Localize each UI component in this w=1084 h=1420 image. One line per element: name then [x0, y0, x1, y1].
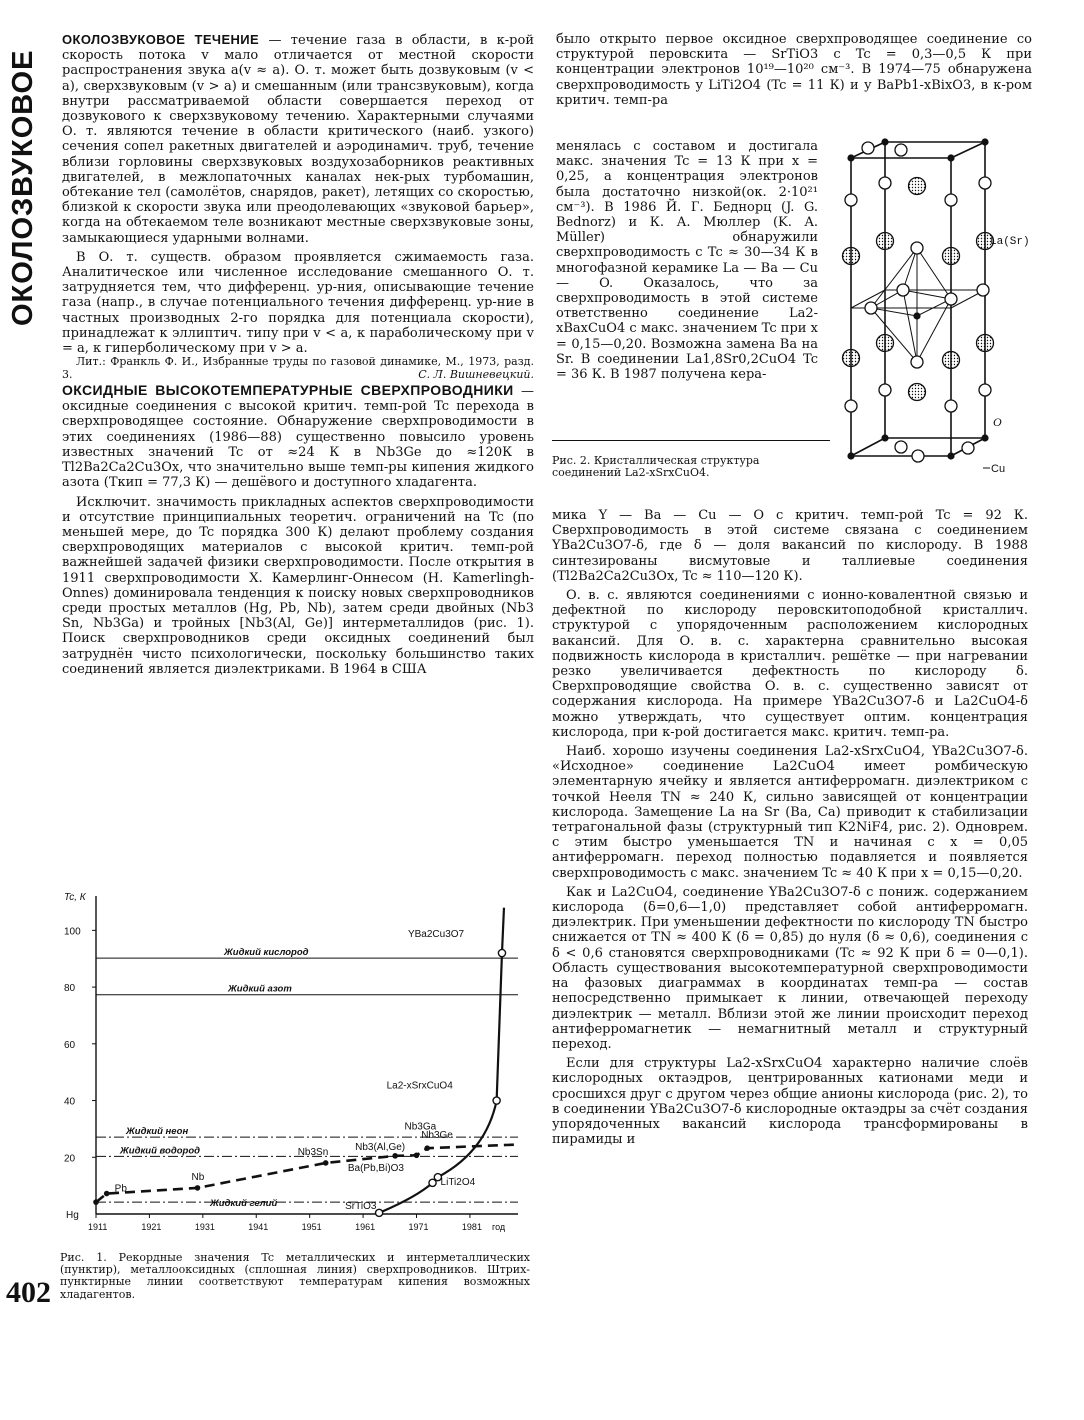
- paragraph-text: — течение газа в области, в к-рой скорость потока v мало отличается от местной скорости распространения звука a(v ≈ a). О. т. может быть дозвуковым (v < a), сверхзвуковым (v > a) и смешанным (или трансзвуковым), когда внутри рассматриваемой области совершается переход от дозвукового к сверхзвуковому течению. Характерными случаями О. т. являются течение в области критического (наиб. узкого) сечения сопел ракетных двигателей и аэродинамич. труб, течение вблизи горловины сверхзвуковых воздухозаборников реактивных двигателей, в межлопаточных каналах нек-рых турбомашин, обтекание тел (самолётов, снарядов, ракет), летящих со скоростью, близкой к скорости звука или преодолевающих «звуковой барьер», когда на обтекаемом теле возникают местные сверхзвуковые зоны, замыкающиеся ударными волнами.: [62, 33, 534, 246]
- oxygen-atom: [879, 177, 891, 189]
- x-tick-label: год: [492, 1222, 506, 1232]
- oxygen-atom: [945, 194, 957, 206]
- metal-label: Nb: [191, 1171, 205, 1183]
- copper-atom: [881, 434, 888, 441]
- oxygen-atom: [979, 384, 991, 396]
- oxygen-atom: [911, 242, 923, 254]
- figure-1-chart: [60, 888, 532, 1250]
- paragraph-text: мика Y — Ba — Cu — O с критич. темп-рой Tc = 92 К. Сверхпроводимость в этой системе связана с соединением YBa2Cu3O7-δ, где δ — доля вакансий по кислороду. В 1988 синтезированы висмутовые и таллиевые соединения (Tl2Ba2Ca2Cu3Ox, Tc ≈ 110—120 К).: [552, 508, 1028, 584]
- la-sr-atom: [943, 352, 960, 369]
- oxide-label: Ba(Pb,Bi)O3: [347, 1163, 405, 1175]
- oxygen-atom: [895, 144, 907, 156]
- copper-atom: [947, 154, 954, 161]
- x-tick-label: 1941: [248, 1222, 269, 1232]
- coolant-label: Жидкий водород: [120, 1145, 201, 1157]
- y-tick-label: 60: [64, 1039, 76, 1051]
- metal-point: [424, 1145, 430, 1151]
- oxygen-atom: [862, 142, 874, 154]
- copper-atom: [847, 154, 854, 161]
- x-tick-label: 1911: [88, 1222, 108, 1232]
- copper-atom: [847, 452, 854, 459]
- oxygen-atom: [845, 194, 857, 206]
- oxygen-atom: [962, 442, 974, 454]
- paragraph-text: Исключит. значимость прикладных аспектов сверхпроводимости и отсутствие принципиальных теоретич. ограничений на Tc (по меньшей мере, до Tc порядка 300 К) делают проблему создания сверхпроводящих материалов с высокой критич. темп-рой важнейшей задачей физики сверхпроводимости. После открытия в 1911 сверхпроводимости Х. Камерлинг-Оннесом (H. Kamerlingh-Onnes) доминировала тенденция к поиску новых сверхпроводников среди простых металлов (Hg, Pb, Nb), затем среди двойных (Nb3 Sn, Nb3Ga) и тройных [Nb3(Al, Ge)] интерметаллидов (рис. 1). Поиск сверхпроводников среди оксидных соединений был затруднён чисто психологически, поскольку большинство таких соединений является диэлектриками. В 1964 в США: [62, 494, 534, 677]
- literature-ref: [62, 356, 534, 381]
- right-column-top: [556, 32, 1032, 108]
- oxygen-atom: [865, 302, 877, 314]
- oxide-label: YBa2Cu3O7: [407, 929, 465, 941]
- metal-point: [414, 1152, 420, 1158]
- oxygen-atom: [945, 400, 957, 412]
- la-sr-atom: [843, 350, 860, 367]
- metal-label: Nb3Ga: [404, 1121, 437, 1133]
- oxygen-atom: [897, 284, 909, 296]
- paragraph-text: О. в. с. являются соединениями с ионно-ковалентной связью и дефектной по кислороду перовскитоподобной кристаллич. структурой с упорядоченным расположением кислородных вакансий. Для О. в. с. характерна сравнительно высокая подвижность кислорода в кристаллич. решётке — при нагревании резко увеличивается дефектность по кислороду δ. Сверхпроводящие свойства О. в. с. существенно зависят от содержания кислорода. На примере YBa2Cu3O7-δ и La2CuO4-δ можно утверждать, что существует оптим. концентрация кислорода, при к-рой достигается макс. критич. темп-ра.: [552, 588, 1028, 740]
- article-okolozvukovoe: [62, 32, 534, 246]
- oxide-point: [376, 1209, 383, 1216]
- la-sr-label: La(Sr): [990, 236, 1030, 248]
- page-number: 402: [6, 1276, 51, 1309]
- metal-label: Nb3Ge: [421, 1130, 453, 1142]
- oxide-label: La2-xSrxCuO4: [386, 1080, 453, 1092]
- right-column-narrow: [556, 139, 818, 382]
- la-sr-atom: [977, 335, 994, 352]
- left-column: [62, 32, 534, 677]
- x-tick-label: 1981: [461, 1222, 482, 1232]
- x-tick-label: 1951: [301, 1222, 322, 1232]
- x-tick-label: 1921: [141, 1222, 162, 1232]
- la-sr-atom: [877, 233, 894, 250]
- metal-point: [93, 1199, 99, 1205]
- coolant-label: Жидкий неон: [126, 1126, 189, 1138]
- literature-text: Лит.: Франкль Ф. И., Избранные труды по газовой динамике, М., 1973, разд. 3.: [62, 355, 534, 381]
- oxygen-atom: [879, 384, 891, 396]
- metal-label: Nb3Sn: [297, 1146, 329, 1158]
- oxygen-label: O: [993, 415, 1002, 429]
- la-sr-atom: [943, 248, 960, 265]
- paragraph-text: В О. т. существ. образом проявляется сжимаемость газа. Аналитическое или численное исследование смешанного О. т. затрудняется тем, что дифференц. ур-ния, описывающие течение газа (напр., в случае потенциального течения дифференц. ур-ние в частных производных 2-го порядка для потенциала скорости), принадлежат к эллиптич. типу при v < a, к параболическому при v = a, к гиперболическому при v > a.: [62, 249, 534, 357]
- copper-label: Cu: [991, 463, 1006, 475]
- paragraph-text: Если для структуры La2-xSrxCuO4 характерно наличие слоёв кислородных октаэдров, центрированных катионами меди и сросшихся друг с другом через общие анионы кислорода (рис. 2), то в соединении YBa2Cu3O7-δ кислородные октаэдры за счёт создания упорядоченных вакансий кислорода трансформированы в пирамиды и: [552, 1056, 1028, 1148]
- figure-divider: [552, 440, 830, 441]
- copper-atom: [981, 138, 988, 145]
- y-tick-label: 40: [64, 1096, 76, 1108]
- metal-point: [104, 1191, 110, 1197]
- metal-point: [392, 1153, 398, 1159]
- oxygen-atom: [912, 450, 924, 462]
- metal-label: Nb3(Al,Ge): [355, 1141, 406, 1153]
- metal-label: Pb: [114, 1183, 127, 1195]
- la-sr-atom: [877, 335, 894, 352]
- la-sr-atom: [909, 384, 926, 401]
- oxide-label: LiTi2O4: [440, 1176, 476, 1188]
- coolant-label: Жидкий кислород: [224, 947, 309, 959]
- metal-point: [195, 1185, 201, 1191]
- la-sr-atom: [909, 178, 926, 195]
- oxygen-atom: [895, 441, 907, 453]
- right-column-bottom: [552, 508, 1028, 1147]
- oxide-point: [498, 949, 505, 956]
- coolant-label: Жидкий азот: [228, 983, 292, 995]
- copper-atom: [881, 138, 888, 145]
- copper-atom: [913, 312, 920, 319]
- y-tick-label: 100: [64, 926, 81, 938]
- x-tick-label: 1931: [194, 1222, 215, 1232]
- y-tick-label: 80: [64, 983, 76, 995]
- side-running-title: [2, 30, 42, 330]
- paragraph-text: Как и La2CuO4, соединение YBa2Cu3O7-δ с пониж. содержанием кислорода (δ=0,6—1,0) представляет собой антиферромагн. диэлектрик. При уменьшении дефектности по кислороду TN быстро снижается от TN ≈ 400 К (δ = 0,85) до нуля (δ ≈ 0,6), соединения с δ < 0,6 становятся сверхпроводниками (Tc ≈ 92 К при δ = 0—0,1). Область существования высокотемпературной сверхпроводимости на фазовых диаграммах в координатах темп-ра — состав непосредственно примыкает к линии, отвечающей переходу диэлектрик — металл. Вблизи этой же линии происходит переход антиферромагнетик — немагнитный металл и структурный переход.: [552, 884, 1028, 1052]
- oxygen-atom: [845, 400, 857, 412]
- y-tick-label: 20: [64, 1153, 76, 1165]
- x-tick-label: 1961: [355, 1222, 376, 1232]
- heading-oksidnye: ОКСИДНЫЕ ВЫСОКОТЕМПЕРАТУРНЫЕ СВЕРХПРОВОДНИКИ: [62, 382, 514, 399]
- oxygen-atom: [911, 356, 923, 368]
- paragraph-text: Наиб. хорошо изучены соединения La2-xSrxCuO4, YBa2Cu3O7-δ. «Исходное» соединение La2CuO4 имеет ромбическую элементарную ячейку и является антиферромагн. диэлектриком с точкой Нееля TN ≈ 240 К, сильно зависящей от концентрации кислорода. Замещение La на Sr (Ba, Ca) приводит к стабилизации тетрагональной фазы (структурный тип K2NiF4, рис. 2). Одноврем. с этим быстро уменьшается TN и начиная с x = 0,05 антиферромагн. переход полностью подавляется и появляется сверхпроводимость с макс. значением Tc ≈ 40 К при x = 0,15—0,20.: [552, 744, 1028, 881]
- paragraph-text: было открыто первое оксидное сверхпроводящее соединение со структурой перовскита — SrTiO3 с Tc = 0,3—0,5 К при концентрации электронов 10¹⁹—10²⁰ см⁻³. В 1974—75 обнаружена сверхпроводимость у LiTi2O4 (Tc = 11 К) и у BaPb1-xBixO3, в к-ром критич. темп-ра: [556, 32, 1032, 108]
- figure-2-crystal-structure: [833, 138, 1043, 480]
- paragraph-text: — оксидные соединения с высокой критич. темп-рой Tc перехода в сверхпроводящее состояние. Обнаружение сверхпроводимости в этих соединениях (1986—88) существенно повысило уровень известных значений Tc от ≈24 К в Nb3Ge до ≈120К в Tl2Ba2Ca2Cu3Ox, что значительно выше темп-ры кипения жидкого азота (Tкип = 77,3 К) — дешёвого и доступного хладагента.: [62, 384, 534, 491]
- x-tick-label: 1971: [408, 1222, 429, 1232]
- coolant-label: Жидкий гелий: [210, 1198, 278, 1210]
- metal-point: [323, 1160, 329, 1166]
- copper-atom: [981, 434, 988, 441]
- author-signature: С. Л. Вишневецкий.: [418, 367, 534, 381]
- y-tick-label: Hg: [66, 1210, 79, 1221]
- heading-okolozvukovoe: ОКОЛОЗВУКОВОЕ ТЕЧЕНИЕ: [62, 32, 260, 47]
- paragraph-text: менялась с составом и достигала макс. значения Tc = 13 К при x = 0,25, а концентрация электронов была достаточно низкой(ок. 2·10²¹ см⁻³). В 1986 Й. Г. Беднорц (J. G. Bednorz) и К. А. Мюллер (K. A. Müller) обнаружили сверхпроводимость с Tc ≈ 30—34 К в многофазной керамике La — Ba — Cu — O. Оказалось, что за сверхпроводимость в этой системе ответственно соединение La2-xBaxCuO4 с макс. значением Tc при x = 0,15—0,20. Возможна замена Ba на Sr. В соединении La1,8Sr0,2CuO4 Tc = 36 К. В 1987 получена кера-: [556, 139, 818, 383]
- side-title-text: ОКОЛОЗВУКОВОЕ: [7, 49, 39, 326]
- oxygen-atom: [979, 177, 991, 189]
- article-oksidnye: [62, 383, 534, 490]
- oxygen-atom: [977, 284, 989, 296]
- copper-atom: [947, 452, 954, 459]
- y-axis-label: Tc, К: [64, 892, 86, 903]
- figure-1-caption: Рис. 1. Рекордные значения Tc металлических и интерметаллических (пунктир), металлооксидных (сплошная линия) сверхпроводников. Штрих-пунктирные линии соответствуют температурам кипения возможных хладагентов.: [60, 1251, 530, 1301]
- oxide-point: [493, 1097, 500, 1104]
- oxygen-atom: [945, 293, 957, 305]
- oxide-label: SrTiO3: [345, 1200, 377, 1212]
- figure-2-caption: Рис. 2. Кристаллическая структура соединений La2-xSrxCuO4.: [552, 454, 760, 480]
- la-sr-atom: [843, 248, 860, 265]
